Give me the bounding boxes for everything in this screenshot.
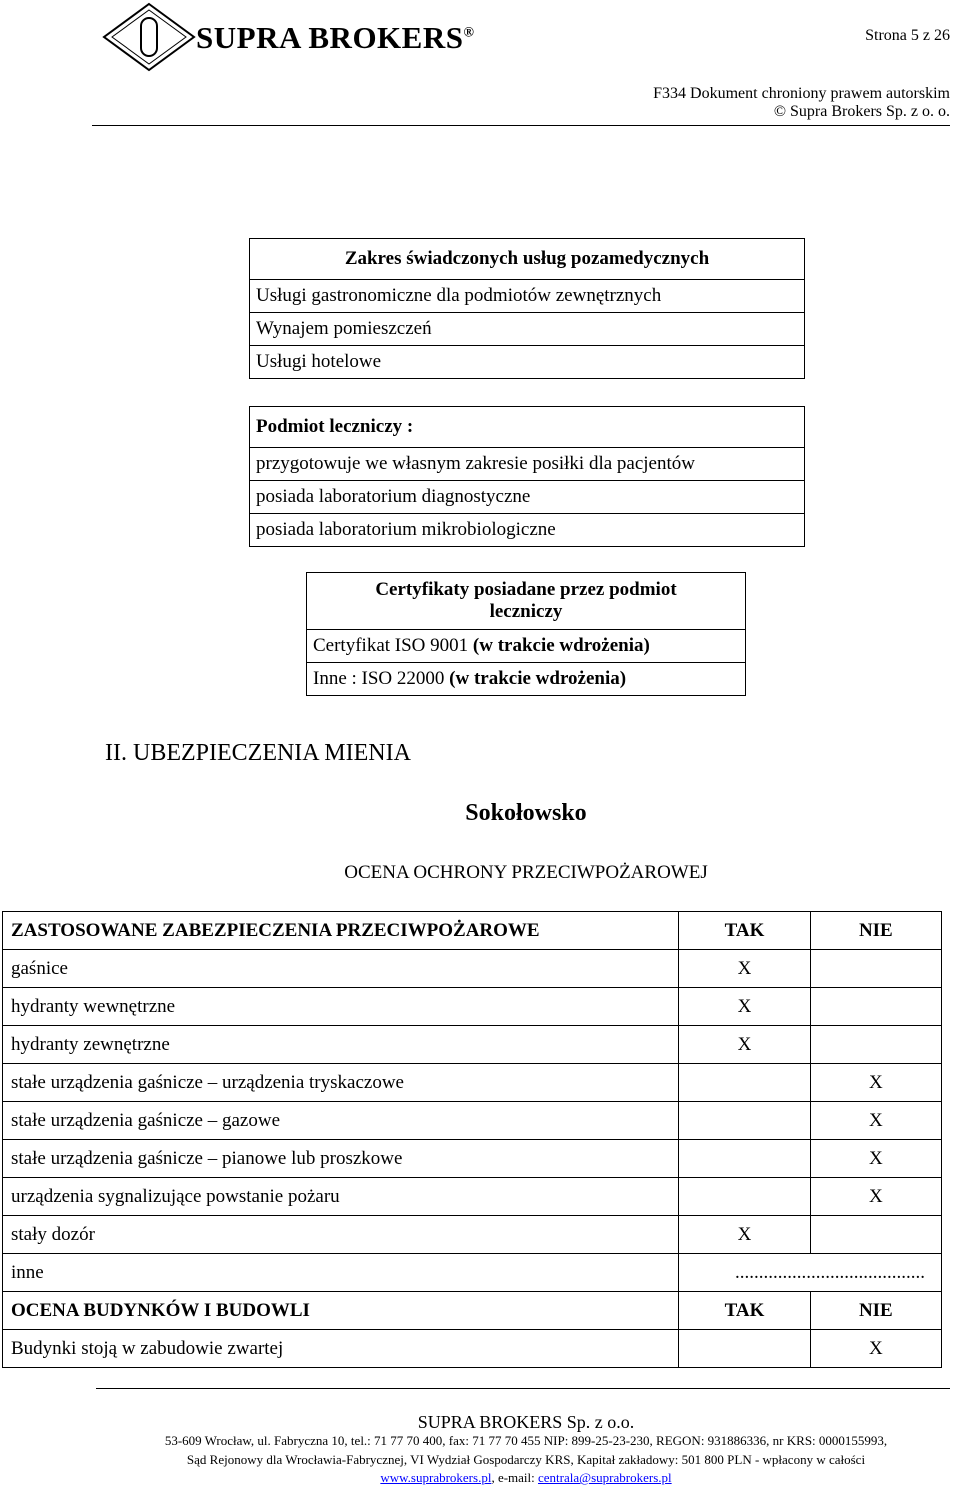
services-item: Usługi hotelowe xyxy=(250,346,805,379)
services-table xyxy=(249,238,805,379)
brand-logo-icon xyxy=(102,2,196,72)
table-row: stałe urządzenia gaśnicze – gazowe X xyxy=(3,1102,942,1140)
footer-registry: Sąd Rejonowy dla Wrocławia-Fabrycznej, VI Wydział Gospodarczy KRS, Kapitał zakładowy: 501 800 PLN - wpłacony w całości xyxy=(186,1452,866,1467)
email-link[interactable]: centrala@suprabrokers.pl xyxy=(538,1470,672,1485)
footer-divider xyxy=(96,1388,950,1389)
page-number: Strona 5 z 26 xyxy=(865,27,950,44)
entity-title: Podmiot leczniczy : xyxy=(250,407,805,448)
footer-contact: www.suprabrokers.pl, e-mail: centrala@suprabrokers.pl xyxy=(380,1470,672,1485)
footer-address: 53-609 Wrocław, ul. Fabryczna 10, tel.: 71 77 70 400, fax: 71 77 70 455 NIP: 899-25-23-230, REGON: 931886336, nr KRS: 0000155993, xyxy=(164,1433,888,1448)
table-row: inne ........................................ xyxy=(3,1254,942,1292)
services-item: Wynajem pomieszczeń xyxy=(250,313,805,346)
assessment-title: OCENA OCHRONY PRZECIWPOŻAROWEJ xyxy=(344,862,708,883)
location-title: Sokołowsko xyxy=(465,800,587,826)
table-header-row: ZASTOSOWANE ZABEZPIECZENIA PRZECIWPOŻAROWE TAK NIE xyxy=(3,912,942,950)
entity-item: posiada laboratorium mikrobiologiczne xyxy=(250,514,805,547)
certificates-title: Certyfikaty posiadane przez podmiot leczniczy xyxy=(307,573,746,630)
certificate-row: Certyfikat ISO 9001 (w trakcie wdrożenia) xyxy=(307,630,746,663)
table-row: urządzenia sygnalizujące powstanie pożaru X xyxy=(3,1178,942,1216)
entity-table xyxy=(249,406,805,547)
table-row: hydranty zewnętrzne X xyxy=(3,1026,942,1064)
services-item: Usługi gastronomiczne dla podmiotów zewnętrznych xyxy=(250,280,805,313)
website-link[interactable]: www.suprabrokers.pl xyxy=(380,1470,492,1485)
fire-protection-table xyxy=(2,911,942,1368)
table-row: Budynki stoją w zabudowie zwartej X xyxy=(3,1330,942,1368)
certificate-row: Inne : ISO 22000 (w trakcie wdrożenia) xyxy=(307,663,746,696)
brand-name: SUPRA BROKERS® xyxy=(196,20,475,55)
table-row: stałe urządzenia gaśnicze – urządzenia tryskaczowe X xyxy=(3,1064,942,1102)
entity-item: posiada laboratorium diagnostyczne xyxy=(250,481,805,514)
header-divider xyxy=(92,125,950,126)
services-title: Zakres świadczonych usług pozamedycznych xyxy=(250,239,805,280)
table-row: stałe urządzenia gaśnicze – pianowe lub proszkowe X xyxy=(3,1140,942,1178)
table-header-row: OCENA BUDYNKÓW I BUDOWLI TAK NIE xyxy=(3,1292,942,1330)
copyright-note: F334 Dokument chroniony prawem autorskim © Supra Brokers Sp. z o. o. xyxy=(653,85,950,120)
entity-item: przygotowuje we własnym zakresie posiłki dla pacjentów xyxy=(250,448,805,481)
certificates-table xyxy=(306,572,746,696)
table-row: stały dozór X xyxy=(3,1216,942,1254)
footer-company: SUPRA BROKERS Sp. z o.o. xyxy=(417,1412,635,1432)
section-heading: II. UBEZPIECZENIA MIENIA xyxy=(105,740,411,766)
table-row: hydranty wewnętrzne X xyxy=(3,988,942,1026)
table-row: gaśnice X xyxy=(3,950,942,988)
